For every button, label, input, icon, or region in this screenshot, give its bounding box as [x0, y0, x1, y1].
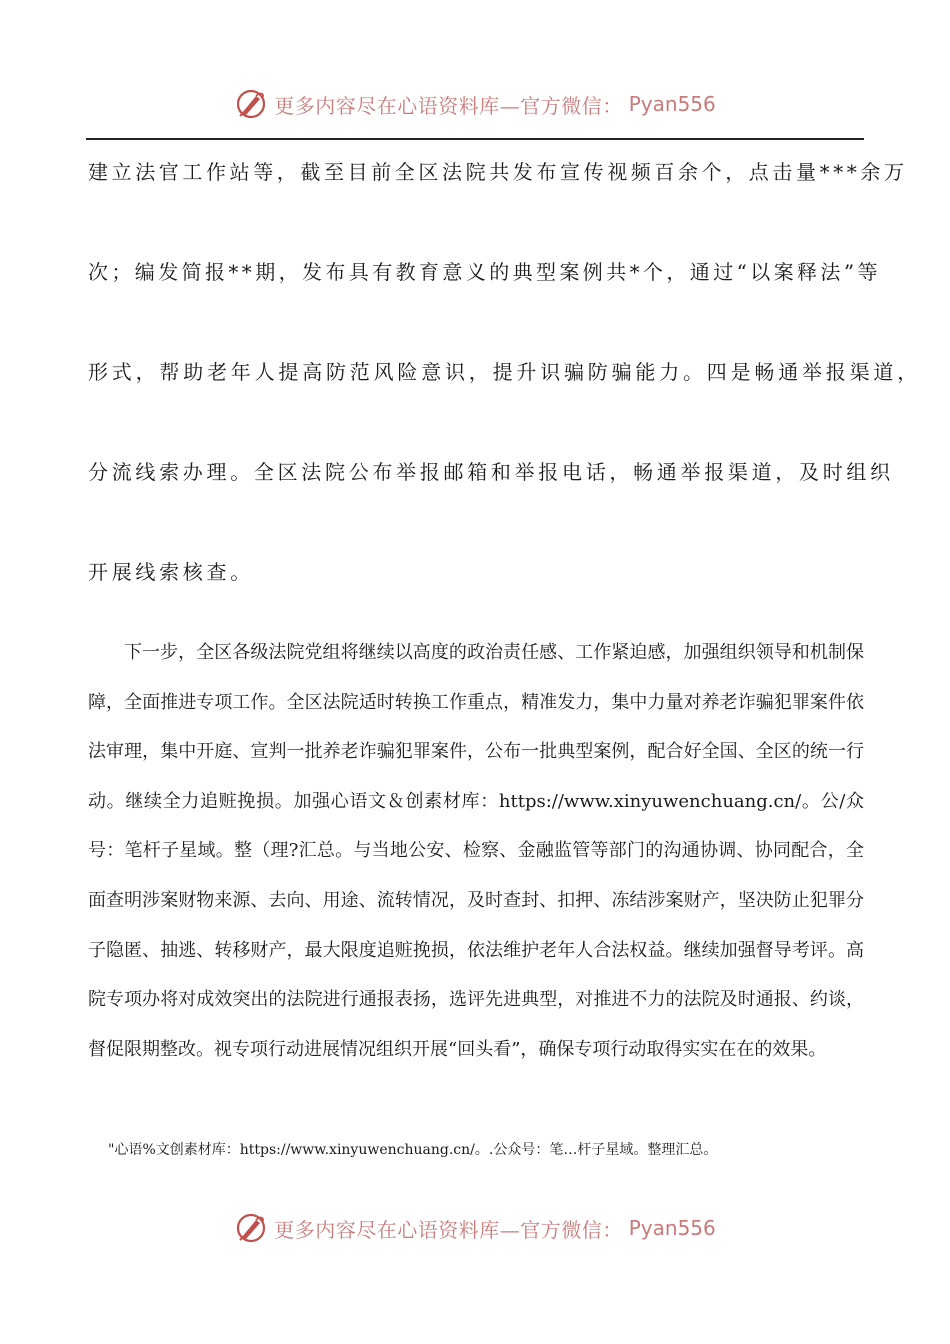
footer-banner — [0, 1206, 950, 1250]
footer-banner-text: 更多内容尽在心语资料库—官方微信： — [274, 1217, 623, 1242]
body-line-1: 建立法官工作站等，截至目前全区法院共发布宣传视频百余个，点击量***余万 — [88, 160, 908, 184]
quill-logo-icon — [234, 1211, 268, 1245]
footer-wechat-id: Pyan556 — [628, 1216, 716, 1240]
body-line-3: 形式，帮助老年人提高防范风险意识，提升识骗防骗能力。四是畅通举报渠道， — [88, 360, 921, 384]
header-banner-text: 更多内容尽在心语资料库—官方微信： — [274, 93, 623, 118]
source-note: "心语%文创素材库：https://www.xinyuwenchuang.cn/。.公众号：笔…杆子星域。整理汇总。 — [108, 1142, 718, 1158]
next-steps-paragraph: 下一步，全区各级法院党组将继续以高度的政治责任感、工作紧迫感，加强组织领导和机制保障，全面推进专项工作。全区法院适时转换工作重点，精准发力，集中力量对养老诈骗犯罪案件依法审理，集中开庭、宣判一批养老诈骗犯罪案件，公布一批典型案例，配合好全国、全区的统一行动。继续全力追赃挽损。加强心语文＆创素材库：https://www.xinyuwenchuang.cn/。公/众号：笔杆子星域。整（理?汇总。与当地公安、检察、金融监管等部门的沟通协调、协同配合，全面查明涉案财物来源、去向、用途、流转情况，及时查封、扣押、冻结涉案财产，坚决防止犯罪分子隐匿、抽逃、转移财产，最大限度追赃挽损，依法维护老年人合法权益。继续加强督导考评。高院专项办将对成效突出的法院进行通报表扬，选评先进典型，对推进不力的法院及时通报、约谈，督促限期整改。视专项行动进展情况组织开展“回头看”，确保专项行动取得实实在在的效果。 — [88, 642, 864, 1060]
quill-logo-icon — [234, 87, 268, 121]
header-wechat-id: Pyan556 — [628, 92, 716, 116]
header-banner — [0, 82, 950, 126]
body-line-2: 次；编发简报**期，发布具有教育意义的典型案例共*个，通过“以案释法”等 — [88, 260, 881, 284]
body-line-5: 开展线索核查。 — [88, 560, 254, 584]
header-divider — [86, 138, 864, 140]
body-line-4: 分流线索办理。全区法院公布举报邮箱和举报电话，畅通举报渠道，及时组织 — [88, 460, 894, 484]
